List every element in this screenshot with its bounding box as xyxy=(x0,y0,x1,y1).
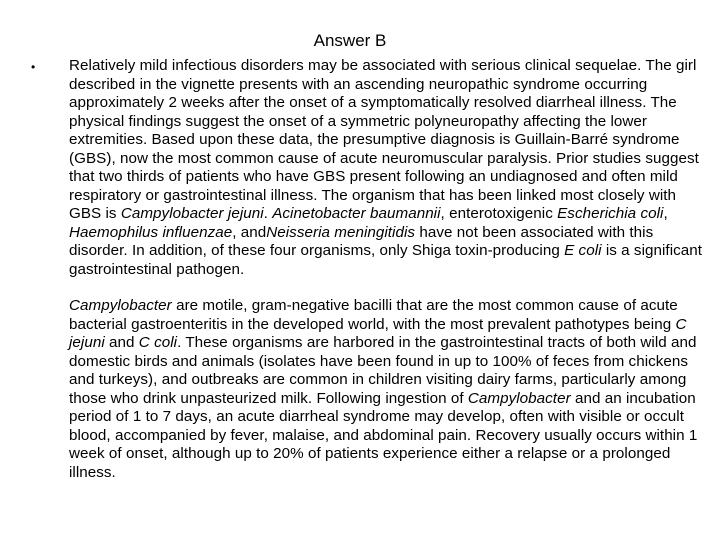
text-run: , xyxy=(663,205,668,222)
text-run: Relatively mild infectious disorders may be associated with serious clinical sequelae. The girl described in the vignette presents with an ascending neuropathic syndrome occurring approximately 2 weeks after the onset of a symptomatically resolved diarrheal illness. The physical findings suggest the onset of a symmetric polyneuropathy affecting the lower extremities. Based upon these data, the presumptive diagnosis is Guillain-Barré syndrome (GBS), now the most common cause of acute neuromuscular paralysis. Prior studies suggest that two thirds of patients who have GBS present following an undiagnosed and often mild respiratory or gastrointestinal illness. The organism that has been linked most closely with GBS is xyxy=(69,57,699,222)
text-run: is a significant gastrointestinal pathogen. xyxy=(69,242,703,278)
text-run: . These organisms are harbored in the gastrointestinal tracts of both wild and domestic birds and animals (isolates have been found in up to 100% of feces from chickens and turkeys), and outbreaks are common in children visiting dairy farms, particularly among those who drink unpasteurized milk. Following ingestion of xyxy=(69,334,697,407)
organism-name: Acinetobacter baumannii xyxy=(272,205,441,222)
organism-name: Escherichia coli xyxy=(557,205,664,222)
organism-name: Neisseria meningitidis xyxy=(266,223,416,241)
slide-body xyxy=(69,57,709,482)
text-run: are motile, gram-negative bacilli that are the most common cause of acute bacterial gastroenteritis in the developed world, with the most prevalent pathotypes being xyxy=(69,297,678,333)
organism-name: Campylobacter xyxy=(69,297,172,314)
text-run: have not been associated with this disorder. In addition, of these four organisms, only Shiga toxin-producing xyxy=(69,223,654,259)
slide-title: Answer B xyxy=(313,31,387,50)
text-run: and an incubation period of 1 to 7 days, an acute diarrheal syndrome may develop, often with visible or occult blood, accompanied by fever, malaise, and abdominal pain. Recovery usually occurs within 1 week of onset, although up to 20% of patients experience either a relapse or a prolonged illness. xyxy=(69,389,698,481)
bullet-icon: • xyxy=(31,60,36,74)
paragraph-gbs xyxy=(69,57,709,279)
organism-name: E coli xyxy=(564,242,602,259)
organism-name: Campylobacter jejuni xyxy=(120,205,264,222)
text-run: , and xyxy=(232,223,267,241)
text-run: . xyxy=(263,205,273,222)
paragraph-campylobacter xyxy=(69,297,709,482)
organism-name: Campylobacter xyxy=(467,389,571,407)
organism-name: C jejuni xyxy=(69,315,687,351)
organism-name: Haemophilus influenzae xyxy=(69,223,233,241)
text-run: and xyxy=(104,334,139,351)
organism-name: C coli xyxy=(138,334,178,351)
text-run: , enterotoxigenic xyxy=(440,205,558,222)
